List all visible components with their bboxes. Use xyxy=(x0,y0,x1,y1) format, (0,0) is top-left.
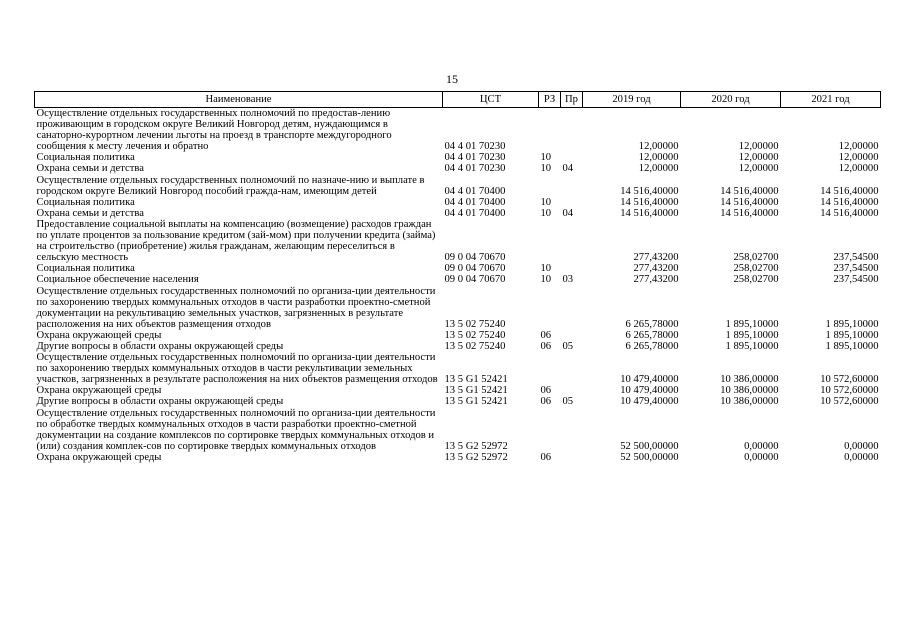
row-value-2020: 10 386,00000 xyxy=(720,385,779,397)
row-rz: 06 xyxy=(540,385,552,397)
row-value-2020: 14 516,40000 xyxy=(720,185,779,197)
header-2020: 2020 год xyxy=(681,92,781,108)
row-cst: 13 5 G2 52972 xyxy=(444,440,508,452)
row-rz xyxy=(539,108,561,153)
table-row xyxy=(35,352,881,385)
row-value-2021: 10 572,60000 xyxy=(820,396,879,408)
table-row xyxy=(35,341,881,352)
row-cst: 04 4 01 70230 xyxy=(444,163,506,175)
row-cst: 09 0 04 70670 xyxy=(444,274,506,286)
row-rz: 10 xyxy=(540,163,552,175)
row-value-2021: 1 895,10000 xyxy=(825,340,879,352)
row-value-2020: 14 516,40000 xyxy=(720,196,779,208)
row-value-2020: 12,00000 xyxy=(738,152,779,164)
row-value-2021: 237,54500 xyxy=(833,252,879,264)
row-cst: 13 5 02 75240 xyxy=(444,340,506,352)
row-name: Предоставление социальной выплаты на компенсацию (возмещение) расходов граждан по уплате процентов за пользование кредитом (зай-мом) при получении кредита (займа) на строительство (приобретение) жилья гражданам, желающим переселиться в сельскую местность xyxy=(36,218,436,264)
row-value-2019: 12,00000 xyxy=(638,141,679,153)
table-row xyxy=(35,385,881,396)
table-row xyxy=(35,263,881,274)
row-name: Охрана окружающей среды xyxy=(36,385,162,397)
row-value-2019: 52 500,00000 xyxy=(620,440,679,452)
row-name: Осуществление отдельных государственных полномочий по организа-ции деятельности по захоронению твердых коммунальных отходов в части разработки проектно-сметной документации на рекультивацию земельных участков, загрязненных в результате расположения на них объектов размещения отходов xyxy=(36,285,436,330)
row-value-2020: 1 895,10000 xyxy=(725,318,779,330)
row-value-2021: 12,00000 xyxy=(838,152,879,164)
row-name: Охрана окружающей среды xyxy=(36,329,162,341)
row-cst: 04 4 01 70400 xyxy=(444,185,506,197)
row-rz: 10 xyxy=(540,152,552,164)
row-value-2019: 10 479,40000 xyxy=(620,385,679,397)
table-row xyxy=(35,452,881,463)
row-value-2020: 1 895,10000 xyxy=(725,329,779,341)
table-row xyxy=(35,286,881,330)
row-value-2020: 258,02700 xyxy=(733,252,779,264)
row-name: Осуществление отдельных государственных полномочий по организа-ции деятельности по обработке твердых коммунальных отходов в части разработки проектно-сметной документации на создание комплексов по сортировке твердых коммунальных отходов и (или) создания комплек-сов по сортировке твердых коммунальных отходов xyxy=(36,407,436,452)
row-value-2019: 6 265,78000 xyxy=(625,318,679,330)
table-row xyxy=(35,219,881,263)
row-cst: 13 5 G1 52421 xyxy=(444,374,508,386)
row-cst: 04 4 01 70400 xyxy=(444,207,506,219)
table-row xyxy=(35,396,881,407)
row-pr xyxy=(561,286,583,330)
row-value-2019: 12,00000 xyxy=(638,152,679,164)
row-pr xyxy=(561,330,583,341)
row-value-2021: 0,00000 xyxy=(844,451,879,463)
row-cst: 09 0 04 70670 xyxy=(444,252,506,264)
row-value-2020: 10 386,00000 xyxy=(720,374,779,386)
row-value-2019: 14 516,40000 xyxy=(620,207,679,219)
row-value-2019: 12,00000 xyxy=(638,163,679,175)
row-pr: 05 xyxy=(562,340,574,352)
row-value-2021: 1 895,10000 xyxy=(825,318,879,330)
page-number: 15 xyxy=(446,72,458,86)
row-cst: 04 4 01 70230 xyxy=(444,141,506,153)
row-value-2021: 14 516,40000 xyxy=(820,185,879,197)
row-rz xyxy=(539,352,561,385)
row-value-2021: 14 516,40000 xyxy=(820,196,879,208)
row-rz xyxy=(539,175,561,197)
row-value-2021: 12,00000 xyxy=(838,141,879,153)
row-value-2020: 0,00000 xyxy=(744,440,779,452)
row-rz: 06 xyxy=(540,451,552,463)
table-row xyxy=(35,330,881,341)
row-name: Осуществление отдельных государственных полномочий по организа-ции деятельности по захоронению твердых коммунальных отходов в части рекультивации земельных участков, загрязненных в результате расположения на них объектов размещения отходов xyxy=(36,352,438,386)
row-rz: 10 xyxy=(540,274,552,286)
table-row xyxy=(35,108,881,153)
row-name: Осуществление отдельных государственных полномочий по назначе-нию и выплате в городском округе Великий Новгород пособий гражда-нам, имеющим детей xyxy=(36,174,425,197)
row-value-2020: 258,02700 xyxy=(733,263,779,275)
row-cst: 13 5 02 75240 xyxy=(444,329,506,341)
row-pr xyxy=(561,219,583,263)
row-value-2021: 10 572,60000 xyxy=(820,374,879,386)
row-pr xyxy=(561,452,583,463)
row-rz xyxy=(539,408,561,452)
table-header-row xyxy=(35,92,881,108)
header-pr: Пр xyxy=(561,92,583,108)
row-value-2019: 277,43200 xyxy=(633,252,679,264)
table-row xyxy=(35,408,881,452)
row-pr: 03 xyxy=(562,274,574,286)
row-rz: 06 xyxy=(540,329,552,341)
table-row xyxy=(35,152,881,163)
row-value-2020: 258,02700 xyxy=(733,274,779,286)
row-name: Охрана семьи и детства xyxy=(36,207,144,219)
row-rz: 10 xyxy=(540,263,552,275)
row-rz xyxy=(539,286,561,330)
row-value-2020: 12,00000 xyxy=(738,141,779,153)
row-pr: 05 xyxy=(562,396,574,408)
row-pr xyxy=(561,152,583,163)
row-name: Охрана окружающей среды xyxy=(36,451,162,463)
row-cst: 09 0 04 70670 xyxy=(444,263,506,275)
row-cst: 13 5 02 75240 xyxy=(444,318,506,330)
row-cst: 13 5 G2 52972 xyxy=(444,451,508,463)
row-name: Социальная политика xyxy=(36,263,135,275)
row-name: Социальная политика xyxy=(36,152,135,164)
row-cst: 13 5 G1 52421 xyxy=(444,385,508,397)
row-name: Социальная политика xyxy=(36,196,135,208)
header-2021: 2021 год xyxy=(781,92,881,108)
row-value-2019: 52 500,00000 xyxy=(620,451,679,463)
row-value-2021: 237,54500 xyxy=(833,274,879,286)
row-pr xyxy=(561,197,583,208)
row-rz: 10 xyxy=(540,207,552,219)
row-value-2021: 0,00000 xyxy=(844,440,879,452)
row-rz: 06 xyxy=(540,396,552,408)
row-value-2020: 12,00000 xyxy=(738,163,779,175)
row-value-2020: 1 895,10000 xyxy=(725,340,779,352)
row-value-2021: 1 895,10000 xyxy=(825,329,879,341)
row-pr xyxy=(561,108,583,153)
row-name: Другие вопросы в области охраны окружающей среды xyxy=(36,396,284,408)
row-value-2019: 14 516,40000 xyxy=(620,185,679,197)
row-value-2019: 277,43200 xyxy=(633,263,679,275)
table-row xyxy=(35,208,881,219)
table-row xyxy=(35,274,881,285)
row-rz: 10 xyxy=(540,196,552,208)
header-rz: РЗ xyxy=(539,92,561,108)
row-value-2019: 10 479,40000 xyxy=(620,374,679,386)
table-row xyxy=(35,197,881,208)
row-value-2020: 0,00000 xyxy=(744,451,779,463)
row-value-2020: 10 386,00000 xyxy=(720,396,779,408)
header-2019: 2019 год xyxy=(583,92,681,108)
row-name: Социальное обеспечение населения xyxy=(36,274,199,286)
header-name: Наименование xyxy=(35,92,443,108)
table-row xyxy=(35,163,881,174)
row-pr: 04 xyxy=(562,207,574,219)
row-rz: 06 xyxy=(540,340,552,352)
header-cst: ЦСТ xyxy=(443,92,539,108)
row-value-2019: 14 516,40000 xyxy=(620,196,679,208)
row-value-2021: 14 516,40000 xyxy=(820,207,879,219)
row-name: Другие вопросы в области охраны окружающей среды xyxy=(36,340,284,352)
row-cst: 13 5 G1 52421 xyxy=(444,396,508,408)
row-value-2020: 14 516,40000 xyxy=(720,207,779,219)
row-name: Осуществление отдельных государственных полномочий по предостав-лению проживающим в городском округе Великий Новгород детям, нуждающимся в санаторно-курортном лечении льготы на проезд в транспорте междугородного сообщения к месту лечения и обратно xyxy=(36,108,392,153)
row-pr: 04 xyxy=(562,163,574,175)
row-value-2019: 6 265,78000 xyxy=(625,340,679,352)
row-pr xyxy=(561,385,583,396)
row-rz xyxy=(539,219,561,263)
row-value-2021: 12,00000 xyxy=(838,163,879,175)
row-pr xyxy=(561,263,583,274)
budget-table xyxy=(34,91,881,463)
row-value-2021: 237,54500 xyxy=(833,263,879,275)
row-pr xyxy=(561,408,583,452)
row-value-2019: 6 265,78000 xyxy=(625,329,679,341)
row-cst: 04 4 01 70400 xyxy=(444,196,506,208)
row-value-2019: 10 479,40000 xyxy=(620,396,679,408)
row-pr xyxy=(561,175,583,197)
table-row xyxy=(35,175,881,197)
row-value-2019: 277,43200 xyxy=(633,274,679,286)
row-pr xyxy=(561,352,583,385)
row-value-2021: 10 572,60000 xyxy=(820,385,879,397)
row-name: Охрана семьи и детства xyxy=(36,163,144,175)
row-cst: 04 4 01 70230 xyxy=(444,152,506,164)
